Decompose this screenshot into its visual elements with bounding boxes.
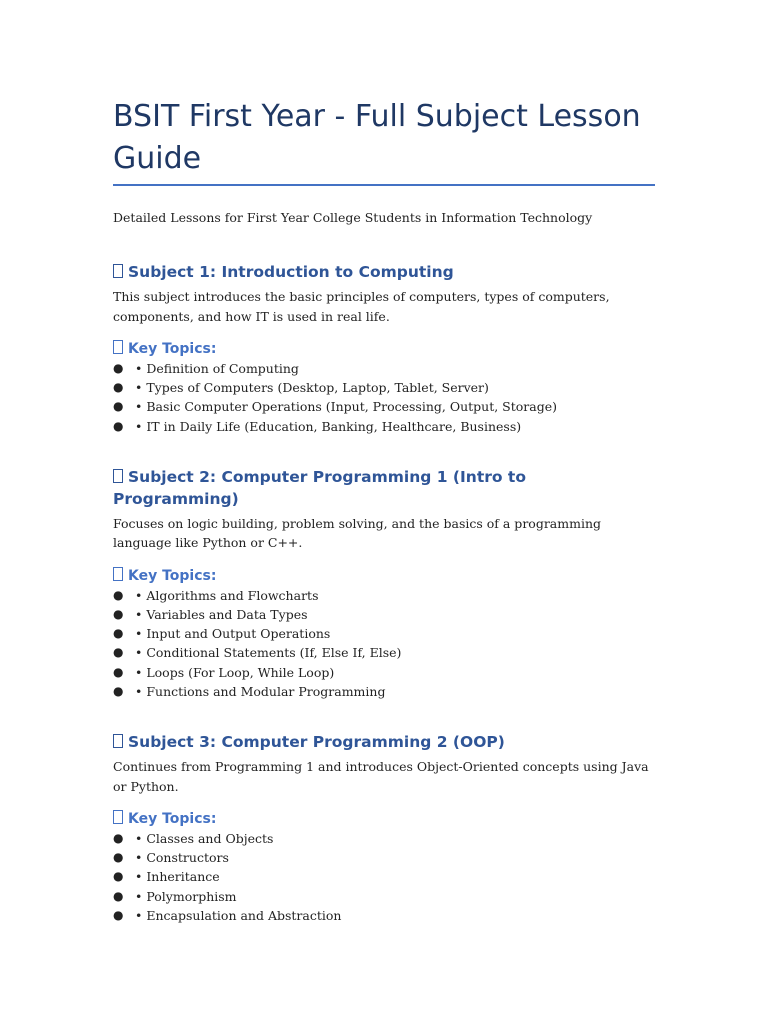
bullet-icon: ● [113, 645, 124, 660]
subject-3-description: Continues from Programming 1 and introduces Object-Oriented concepts using Java or Python. [113, 759, 649, 794]
bullet-icon: ● [113, 831, 124, 846]
subject-1-key-topics-heading [113, 339, 655, 359]
list-item: ● • Input and Output Operations [113, 624, 655, 643]
bullet-icon: ● [113, 399, 124, 414]
bullet-icon: ● [113, 361, 124, 375]
list-item: ● • Definition of Computing [113, 359, 655, 378]
list-item: ● • Conditional Statements (If, Else If, Else) [113, 643, 655, 662]
missing-glyph-icon [113, 810, 123, 824]
bullet-icon: ● [113, 683, 124, 698]
bullet-icon: ● [113, 664, 124, 679]
list-item: ● • Algorithms and Flowcharts [113, 586, 655, 605]
subject-3-key-topics-heading [113, 809, 655, 829]
bullet-icon: ● [113, 607, 124, 622]
title-underline [113, 184, 655, 186]
subject-2-description: Focuses on logic building, problem solving, and the basics of a programming language like Python or C++. [113, 515, 602, 551]
subject-1-description: This subject introduces the basic principles of computers, types of computers, components, and how IT is used in real life. [113, 289, 610, 324]
bullet-icon: ● [113, 380, 124, 395]
document-subtitle: Detailed Lessons for First Year College Students in Information Technology [113, 210, 593, 225]
subject-1-section [113, 261, 655, 436]
bullet-icon: ● [113, 626, 124, 641]
subject-2-section [113, 466, 655, 701]
list-item: ● • Inheritance [113, 867, 655, 886]
subject-3-heading-text: Subject 3: Computer Programming 2 (OOP) [128, 733, 505, 752]
subject-2-topic-list [113, 586, 655, 701]
list-item: ● • IT in Daily Life (Education, Banking, Healthcare, Business) [113, 417, 655, 436]
missing-glyph-icon [113, 734, 123, 748]
subject-1-heading-text: Subject 1: Introduction to Computing [128, 263, 454, 281]
bullet-icon: ● [113, 869, 124, 884]
missing-glyph-icon [113, 264, 123, 278]
subject-3-heading [113, 731, 655, 753]
subject-2-key-topics-heading [113, 566, 655, 586]
list-item: ● • Functions and Modular Programming [113, 682, 655, 701]
list-item: ● • Loops (For Loop, While Loop) [113, 663, 655, 682]
subject-2-heading-text: Subject 2: Computer Programming 1 (Intro to Programming) [113, 467, 526, 508]
list-item: ● • Constructors [113, 848, 655, 867]
bullet-icon: ● [113, 850, 124, 865]
subject-3-topic-list [113, 829, 655, 925]
list-item: ● • Encapsulation and Abstraction [113, 906, 655, 925]
bullet-icon: ● [113, 888, 124, 903]
list-item: ● • Classes and Objects [113, 829, 655, 848]
list-item: ● • Polymorphism [113, 887, 655, 906]
subject-3-section [113, 731, 655, 925]
list-item: ● • Basic Computer Operations (Input, Processing, Output, Storage) [113, 397, 655, 416]
bullet-icon: ● [113, 587, 124, 602]
missing-glyph-icon [113, 340, 123, 354]
missing-glyph-icon [113, 469, 123, 483]
key-topics-label: Key Topics: [128, 341, 217, 357]
key-topics-label: Key Topics: [128, 567, 217, 584]
list-item: ● • Types of Computers (Desktop, Laptop, Tablet, Server) [113, 378, 655, 397]
bullet-icon: ● [113, 907, 124, 922]
missing-glyph-icon [113, 567, 123, 581]
subject-1-heading [113, 261, 655, 283]
subject-1-topic-list [113, 359, 655, 436]
list-item: ● • Variables and Data Types [113, 605, 655, 624]
document-title: BSIT First Year - Full Subject Lesson Guide [113, 99, 641, 176]
key-topics-label: Key Topics: [128, 811, 217, 828]
bullet-icon: ● [113, 418, 124, 433]
document-body [113, 96, 655, 925]
subject-2-heading [113, 466, 655, 510]
